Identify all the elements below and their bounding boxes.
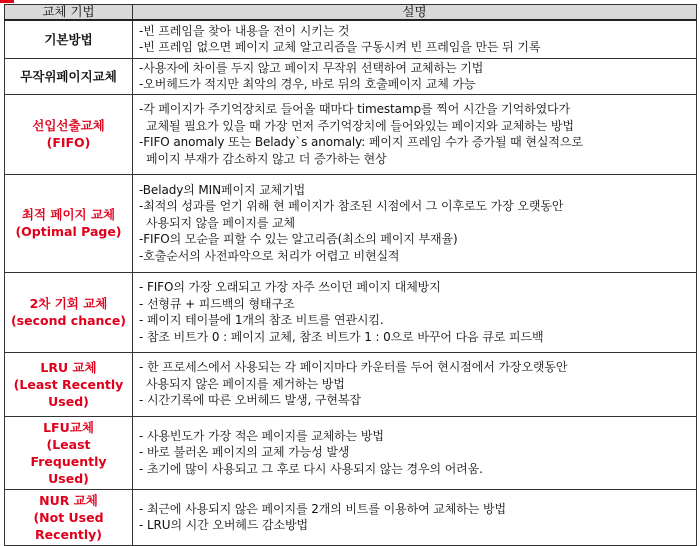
description-line: - FIFO의 가장 오래되고 가장 자주 쓰이던 페이지 대체방지: [139, 280, 441, 294]
description-line: 페이지 부재가 감소하지 않고 더 증가하는 현상: [146, 151, 387, 166]
table-row: [5, 174, 697, 272]
description-line: -사용자에 차이를 두지 않고 페이지 무작위 선택하여 교체하는 기법: [139, 60, 484, 75]
table-row: [5, 489, 697, 545]
table-row: [5, 58, 697, 94]
table-row: [5, 416, 697, 489]
page-replacement-table: [4, 4, 697, 546]
description-cell: [133, 58, 697, 94]
description-line: -Belady의 MIN페이지 교체기법: [139, 182, 306, 197]
description-line: - 사용빈도가 가장 적은 페이지를 교체하는 방법: [139, 428, 384, 443]
description-line: - 참조 비트가 0 : 페이지 교체, 참조 비트가 1 : 0으로 바꾸어 다음 큐로 피드백: [139, 329, 544, 344]
description-line: - 페이지 테이블에 1개의 참조 비트를 연관시킴.: [139, 313, 384, 328]
description-line: - 바로 불러온 페이지의 교체 가능성 발생: [139, 445, 350, 460]
description-line: -각 페이지가 주기억장치로 들어올 때마다 timestamp를 찍어 시간을 기억하였다가: [139, 102, 571, 116]
table-row: [5, 272, 697, 352]
header-description: 설명: [133, 5, 697, 21]
technique-name-cell: [5, 272, 133, 352]
table-row: [5, 20, 697, 58]
technique-name-cell: [5, 20, 133, 58]
description-line: 사용되지 않은 페이지를 제거하는 방법: [146, 376, 345, 391]
technique-name-cell: [5, 352, 133, 416]
technique-name-line: 무작위페이지교체: [20, 68, 117, 84]
description-line: -최적의 성과를 얻기 위해 현 페이지가 참조된 시점에서 그 이후로도 가장 오랫동안: [139, 199, 564, 214]
description-cell: [133, 352, 697, 416]
description-line: -오버헤드가 적지만 최악의 경우, 바로 뒤의 호출페이지 교체 가능: [139, 77, 476, 92]
technique-name-cell: [5, 58, 133, 94]
description-cell: [133, 489, 697, 545]
technique-name-line: 선입선출교체: [32, 118, 105, 134]
technique-name-cell: [5, 416, 133, 489]
description-line: -빈 프레임을 찾아 내용을 전이 시키는 것: [139, 23, 350, 38]
description-line: -호출순서의 사전파악으로 처리가 어렵고 비현실적: [139, 249, 400, 264]
technique-name-cell: [5, 174, 133, 272]
technique-name-cell: [5, 489, 133, 545]
description-line: 사용되지 않을 페이지를 교체: [146, 215, 296, 230]
technique-name-line: Used): [48, 393, 89, 409]
technique-name-line: (Not Used: [33, 509, 104, 525]
description-line: -FIFO의 모순을 피할 수 있는 알고리즘(최소의 페이지 부재율): [139, 232, 458, 247]
table-row: [5, 352, 697, 416]
technique-name-line: 최적 페이지 교체: [21, 207, 116, 223]
table-body: [5, 20, 697, 545]
technique-name-line: (Least Recently: [13, 376, 124, 392]
technique-name-line: 2차 기회 교체: [29, 296, 108, 312]
description-cell: [133, 174, 697, 272]
page-replacement-table-container: [4, 4, 696, 546]
technique-name-line: (second chance): [10, 313, 127, 329]
description-cell: [133, 94, 697, 174]
description-line: - 한 프로세스에서 사용되는 각 페이지마다 카운터를 두어 현시점에서 가장오랫동안: [139, 360, 568, 375]
technique-name-line: LFU교체: [43, 419, 94, 435]
red-corner-mark: [0, 0, 14, 3]
technique-name-line: (FIFO): [46, 135, 91, 151]
description-line: -빈 프레임 없으면 페이지 교체 알고리즘을 구동시켜 빈 프레임을 만든 뒤 기록: [139, 40, 541, 55]
header-technique: 교체 기법: [5, 5, 133, 21]
description-cell: [133, 416, 697, 489]
description-line: - 초기에 많이 사용되고 그 후로 다시 사용되지 않는 경우의 어려움.: [139, 461, 483, 476]
description-line: -FIFO anomaly 또는 Belady`s anomaly: 페이지 프레임 수가 증가될 때 현실적으로: [139, 135, 583, 150]
description-line: - 선형큐 + 피드백의 형태구조: [139, 296, 295, 311]
table-header-row: [5, 5, 697, 21]
description-line: - LRU의 시간 오버헤드 감소방법: [139, 518, 309, 533]
description-cell: [133, 272, 697, 352]
technique-name-line: Used): [48, 470, 89, 486]
description-line: - 시간기록에 따른 오버헤드 발생, 구현복잡: [139, 393, 361, 408]
table-row: [5, 94, 697, 174]
technique-name-line: LRU 교체: [40, 359, 97, 375]
description-line: - 최근에 사용되지 않은 페이지를 2개의 비트를 이용하여 교체하는 방법: [139, 501, 506, 516]
technique-name-line: (Optimal Page): [15, 224, 122, 240]
technique-name-cell: [5, 94, 133, 174]
technique-name-line: Recently): [34, 526, 102, 542]
description-line: 교체될 필요가 있을 때 가장 먼저 주기억장치에 들어와있는 페이지와 교체하는 방법: [146, 118, 574, 133]
description-cell: [133, 20, 697, 58]
technique-name-line: 기본방법: [44, 31, 93, 47]
technique-name-line: NUR 교체: [39, 492, 98, 508]
technique-name-line: (Least Frequently: [30, 436, 107, 469]
